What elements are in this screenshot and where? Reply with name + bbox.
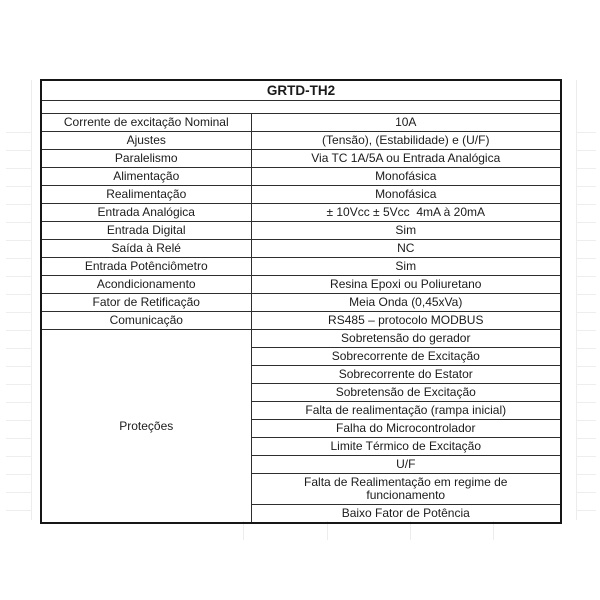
gridline-artifact-stubs-right [577,115,596,519]
gridline-artifact-left [31,80,32,520]
spec-label: Entrada Potênciômetro [41,258,251,276]
spec-row [41,312,561,330]
spacer-cell [41,101,561,114]
protection-item: Sobretensão do gerador [251,330,561,348]
table-title: GRTD-TH2 [41,80,561,101]
spec-label: Saída à Relé [41,240,251,258]
spec-table [40,79,562,524]
spec-row [41,204,561,222]
protections-row [41,330,561,348]
protection-item: U/F [251,456,561,474]
protection-item: Limite Térmico de Excitação [251,438,561,456]
spec-value: Monofásica [251,186,561,204]
spec-row [41,114,561,132]
spec-label: Corrente de excitação Nominal [41,114,251,132]
spec-label: Paralelismo [41,150,251,168]
spec-value: Meia Onda (0,45xVa) [251,294,561,312]
spec-value: Resina Epoxi ou Poliuretano [251,276,561,294]
spec-value: NC [251,240,561,258]
spec-row [41,258,561,276]
spec-value: Monofásica [251,168,561,186]
spec-value: (Tensão), (Estabilidade) e (U/F) [251,132,561,150]
spec-label: Entrada Digital [41,222,251,240]
spec-row [41,294,561,312]
protection-item [251,474,561,505]
protection-item: Sobretensão de Excitação [251,384,561,402]
spacer-row [41,101,561,114]
spec-label: Fator de Retificação [41,294,251,312]
spec-value: Sim [251,222,561,240]
spec-label: Entrada Analógica [41,204,251,222]
protections-label: Proteções [41,330,251,524]
protection-item: Sobrecorrente do Estator [251,366,561,384]
spec-label: Acondicionamento [41,276,251,294]
gridline-artifact-stubs-left [6,115,31,519]
spec-value: Sim [251,258,561,276]
spec-value: 10A [251,114,561,132]
protection-item: Falta de realimentação (rampa inicial) [251,402,561,420]
table-title-row [41,80,561,101]
spec-label: Ajustes [41,132,251,150]
spec-value: Via TC 1A/5A ou Entrada Analógica [251,150,561,168]
protection-item-text: Falta de Realimentação em regime de funcionamento [304,475,508,502]
spec-row [41,222,561,240]
spec-value: ± 10Vcc ± 5Vcc 4mA à 20mA [251,204,561,222]
spec-row [41,168,561,186]
spec-row [41,150,561,168]
protection-item: Baixo Fator de Potência [251,505,561,524]
spec-value: RS485 – protocolo MODBUS [251,312,561,330]
spec-label: Alimentação [41,168,251,186]
spec-row [41,276,561,294]
spec-label: Comunicação [41,312,251,330]
spec-row [41,186,561,204]
protection-item: Sobrecorrente de Excitação [251,348,561,366]
protection-item: Falha do Microcontrolador [251,420,561,438]
spec-label: Realimentação [41,186,251,204]
spec-row [41,240,561,258]
gridline-artifact-right [576,80,577,520]
spec-row [41,132,561,150]
